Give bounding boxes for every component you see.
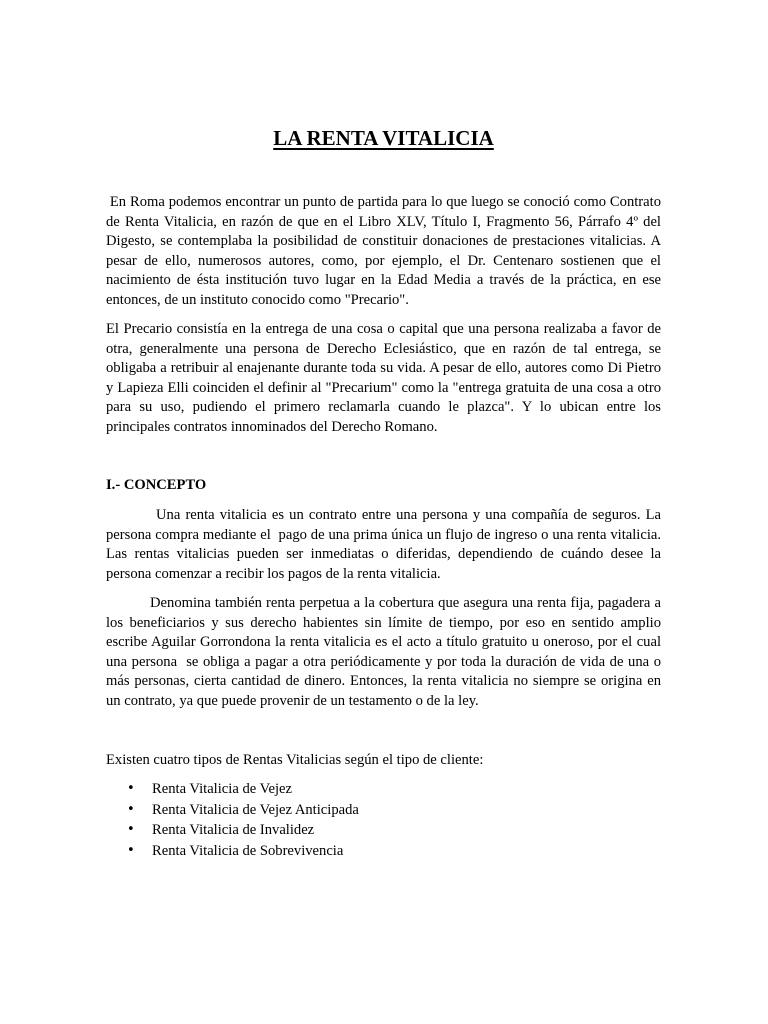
tipos-list	[106, 779, 359, 861]
paragraph-tipos-intro: Existen cuatro tipos de Rentas Vitalicias según el tipo de cliente:	[106, 752, 484, 768]
bullet-icon: •	[127, 801, 135, 817]
list-item-label: Renta Vitalicia de Vejez	[152, 781, 293, 797]
paragraph-roma: En Roma podemos encontrar un punto de partida para lo que luego se conoció como Contrato de Renta Vitalicia, en razón de que en el Libro XLV, Título I, Fragmento 56, Párrafo 4º del Digesto, se contemplaba la posibilidad de constituir donaciones de prestaciones vitalicias. A pesar de ello, numerosos autores, como, por ejemplo, el Dr. Centenaro sostienen que el nacimiento de ésta institución tuvo lugar en la Edad Media a través de la práctica, en ese entonces, de un instituto conocido como "Precario".	[106, 194, 665, 308]
list-item	[106, 800, 359, 821]
list-item	[106, 779, 359, 800]
list-item-label: Renta Vitalicia de Vejez Anticipada	[152, 801, 359, 818]
list-item-label: Renta Vitalicia de Invalidez	[152, 822, 315, 838]
bullet-icon: •	[127, 822, 135, 837]
paragraph-precario: El Precario consistía en la entrega de una cosa o capital que una persona realizaba a favor de otra, generalmente una persona de Derecho Eclesiástico, que en razón de tal entrega, se obligaba a retribuir al enajenante durante toda su vida. A pesar de ello, autores como Di Pietro y Lapieza Elli coinciden el definir al "Precarium" como la "entrega gratuita de una cosa a otro para su uso, pudiendo el primero reclamarla cuando le plazca". Y lo ubican entre los principales contratos innominados del Derecho Romano.	[106, 321, 661, 435]
list-item	[106, 841, 359, 862]
list-item-label: Renta Vitalicia de Sobrevivencia	[152, 842, 344, 859]
list-item	[106, 820, 359, 841]
document-title: LA RENTA VITALICIA	[273, 126, 494, 150]
bullet-icon: •	[127, 781, 135, 796]
paragraph-renta-perpetua: Denomina también renta perpetua a la cobertura que asegura una renta fija, pagadera a los beneficiarios y sus derecho habientes sin límite de tiempo, por eso en sentido amplio escribe Aguilar Gorrondona la renta vitalicia es el acto a título gratuito u oneroso, por el cual una persona se obliga a pagar a otra periódicamente y por toda la duración de vida de una o más personas, cierta cantidad de dinero. Entonces, la renta vitalicia no siempre se origina en un contrato, ya que puede provenir de un testamento o de la ley.	[106, 595, 665, 709]
paragraph-concepto-definition: Una renta vitalicia es un contrato entre una persona y una compañía de seguros. La persona compra mediante el pago de una prima única un flujo de ingreso o una renta vitalicia. Las rentas vitalicias pueden ser inmediatas o diferidas, dependiendo de cuándo desee la persona comenzar a recibir los pagos de la renta vitalicia.	[106, 507, 665, 582]
bullet-icon: •	[127, 842, 135, 858]
section-heading-concepto: I.- CONCEPTO	[106, 477, 207, 493]
